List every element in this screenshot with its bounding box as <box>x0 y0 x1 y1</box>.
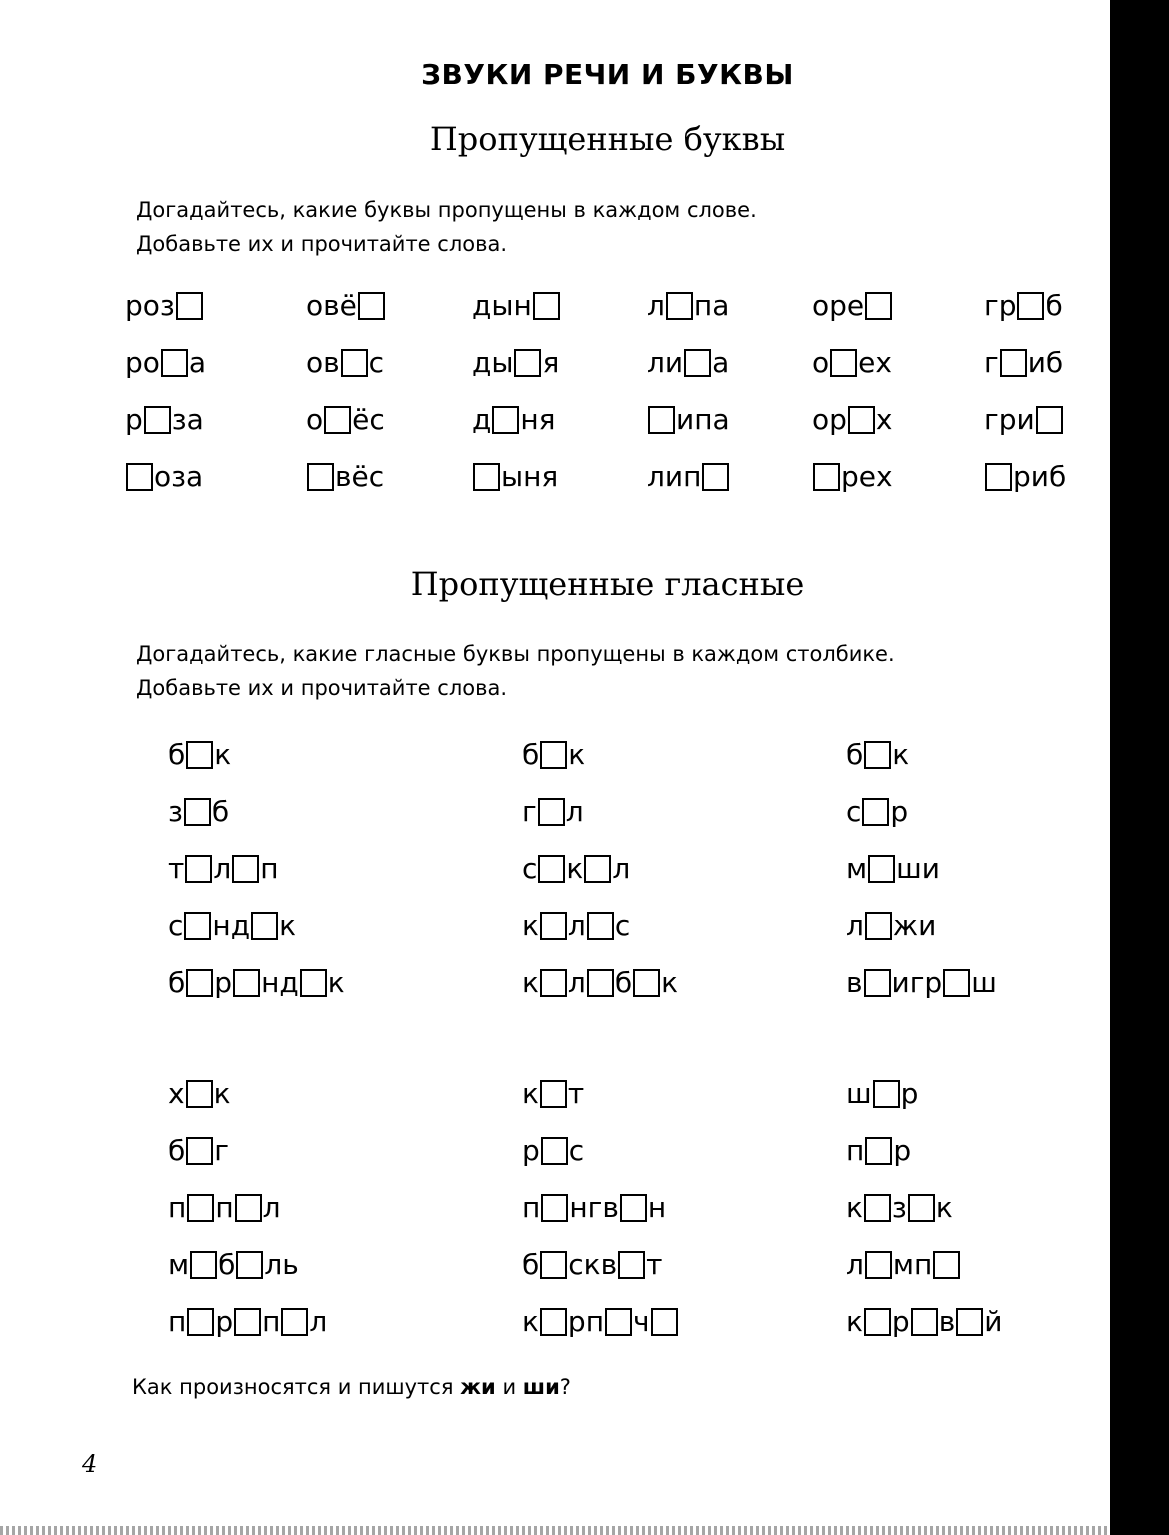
word-letters: б <box>218 1248 236 1281</box>
word-letters: г <box>214 1134 229 1167</box>
word-letters: к <box>327 966 345 999</box>
blank-letter-box[interactable] <box>233 969 260 997</box>
word-letters: ч <box>633 1305 650 1338</box>
instruction-1 <box>136 193 757 261</box>
blank-letter-box[interactable] <box>666 292 693 320</box>
word-letters: лип <box>647 460 702 493</box>
word-letters: па <box>693 289 730 322</box>
word-letters: нгв <box>569 1191 619 1224</box>
word-s1-c2-r4 <box>306 460 384 494</box>
word-s2-g2-c2-r4 <box>522 1248 662 1282</box>
word-letters: к <box>213 1077 231 1110</box>
word-letters: б <box>614 966 633 999</box>
word-letters: ор <box>812 403 847 436</box>
word-letters: роз <box>125 289 175 322</box>
word-letters: мп <box>892 1248 933 1281</box>
word-letters: ш <box>846 1077 872 1110</box>
word-letters: ыня <box>501 460 559 493</box>
word-letters: к <box>892 738 910 771</box>
blank-letter-box[interactable] <box>864 741 891 769</box>
word-letters: ёс <box>352 403 385 436</box>
blank-letter-box[interactable] <box>538 855 565 883</box>
blank-letter-box[interactable] <box>865 912 892 940</box>
word-letters: жи <box>892 909 937 942</box>
blank-letter-box[interactable] <box>187 1194 214 1222</box>
blank-letter-box[interactable] <box>358 292 385 320</box>
blank-letter-box[interactable] <box>908 1194 935 1222</box>
word-s2-g2-c1-r1 <box>168 1077 231 1111</box>
word-letters: л <box>567 909 586 942</box>
word-s1-c5-r4 <box>812 460 893 494</box>
blank-letter-box[interactable] <box>281 1308 308 1336</box>
word-s2-g1-c1-r5 <box>168 966 345 1000</box>
word-s2-g2-c2-r2 <box>522 1134 584 1168</box>
blank-letter-box[interactable] <box>514 349 541 377</box>
word-s2-g2-c3-r4 <box>846 1248 961 1282</box>
word-letters: к <box>522 909 539 942</box>
word-letters: р <box>890 795 909 828</box>
word-letters: т <box>168 852 185 885</box>
word-s1-c3-r3 <box>472 403 556 437</box>
word-letters: ль <box>264 1248 299 1281</box>
word-s2-g1-c1-r2 <box>168 795 229 829</box>
blank-letter-box[interactable] <box>190 1251 217 1279</box>
word-letters: ро <box>125 346 160 379</box>
blank-letter-box[interactable] <box>540 1251 567 1279</box>
word-letters: с <box>168 909 184 942</box>
word-s2-g1-c2-r2 <box>522 795 584 829</box>
word-letters: к <box>522 1077 539 1110</box>
word-letters: р <box>522 1134 540 1167</box>
word-letters: дын <box>472 289 532 322</box>
word-s2-g1-c3-r1 <box>846 738 909 772</box>
blank-letter-box[interactable] <box>538 798 565 826</box>
word-letters: з <box>168 795 183 828</box>
word-letters: л <box>647 289 665 322</box>
blank-letter-box[interactable] <box>618 1251 645 1279</box>
word-letters: б <box>168 1134 186 1167</box>
blank-letter-box[interactable] <box>830 349 857 377</box>
blank-letter-box[interactable] <box>865 292 892 320</box>
blank-letter-box[interactable] <box>865 1137 892 1165</box>
word-s2-g1-c1-r1 <box>168 738 231 772</box>
instruction-2-line-1: Догадайтесь, какие гласные буквы пропущены в каждом столбике. <box>136 642 895 666</box>
word-letters: ши <box>896 852 940 885</box>
word-letters: ня <box>520 403 556 436</box>
word-s2-g1-c2-r4 <box>522 909 630 943</box>
word-s2-g1-c1-r3 <box>168 852 279 886</box>
word-letters: с <box>846 795 862 828</box>
word-letters: т <box>567 1077 585 1110</box>
word-letters: б <box>522 1248 540 1281</box>
word-letters: к <box>935 1191 953 1224</box>
word-s1-c4-r3 <box>647 403 730 437</box>
blank-letter-box[interactable] <box>185 855 212 883</box>
question-suffix: ? <box>559 1375 571 1399</box>
word-s1-c6-r1 <box>984 289 1063 323</box>
section-title-missing-letters: Пропущенные буквы <box>429 120 786 158</box>
word-s2-g1-c3-r5 <box>846 966 997 1000</box>
word-s2-g2-c3-r1 <box>846 1077 918 1111</box>
page-number: 4 <box>82 1450 98 1478</box>
question-term-zhi: жи <box>460 1375 496 1399</box>
word-letters: г <box>984 346 999 379</box>
question-term-shi: ши <box>522 1375 560 1399</box>
blank-letter-box[interactable] <box>865 1251 892 1279</box>
word-letters: к <box>661 966 679 999</box>
word-letters: ды <box>472 346 514 379</box>
word-letters: риб <box>1013 460 1067 493</box>
blank-letter-box[interactable] <box>584 855 611 883</box>
blank-letter-box[interactable] <box>300 969 327 997</box>
word-letters: к <box>566 852 584 885</box>
blank-letter-box[interactable] <box>540 969 567 997</box>
word-letters: оре <box>812 289 865 322</box>
blank-letter-box[interactable] <box>184 798 211 826</box>
blank-letter-box[interactable] <box>702 463 729 491</box>
word-s2-g2-c1-r5 <box>168 1305 327 1339</box>
word-s2-g2-c3-r5 <box>846 1305 1002 1339</box>
blank-letter-box[interactable] <box>540 1308 567 1336</box>
word-s1-c3-r4 <box>472 460 558 494</box>
word-letters: к <box>214 738 232 771</box>
blank-letter-box[interactable] <box>813 463 840 491</box>
blank-letter-box[interactable] <box>911 1308 938 1336</box>
blank-letter-box[interactable] <box>1017 292 1044 320</box>
word-s2-g2-c3-r3 <box>846 1191 953 1225</box>
word-s2-g2-c1-r4 <box>168 1248 299 1282</box>
blank-letter-box[interactable] <box>186 741 213 769</box>
word-letters: л <box>262 1191 281 1224</box>
word-letters: к <box>846 1191 863 1224</box>
word-s1-c5-r2 <box>812 346 892 380</box>
chapter-heading: ЗВУКИ РЕЧИ И БУКВЫ <box>421 58 794 91</box>
word-s1-c2-r2 <box>306 346 384 380</box>
word-letters: ов <box>306 346 340 379</box>
instruction-1-line-2: Добавьте их и прочитайте слова. <box>136 232 508 256</box>
blank-letter-box[interactable] <box>307 463 334 491</box>
word-letters: п <box>168 1305 187 1338</box>
word-s1-c6-r4 <box>984 460 1066 494</box>
word-s1-c6-r2 <box>984 346 1063 380</box>
word-s2-g1-c3-r3 <box>846 852 940 886</box>
blank-letter-box[interactable] <box>541 1137 568 1165</box>
word-s1-c3-r1 <box>472 289 561 323</box>
question-middle: и <box>495 1375 523 1399</box>
word-letters: м <box>846 852 868 885</box>
word-letters: п <box>215 1191 234 1224</box>
word-letters: с <box>522 852 538 885</box>
word-letters: х <box>875 403 893 436</box>
word-letters: овё <box>306 289 357 322</box>
word-letters: в <box>846 966 863 999</box>
word-letters: л <box>213 852 232 885</box>
word-letters: игр <box>891 966 943 999</box>
blank-letter-box[interactable] <box>540 1080 567 1108</box>
section-title-missing-vowels: Пропущенные гласные <box>410 565 805 603</box>
word-letters: л <box>565 795 584 828</box>
word-letters: р <box>900 1077 919 1110</box>
word-letters: п <box>522 1191 541 1224</box>
word-letters: б <box>168 966 186 999</box>
word-letters: б <box>522 738 540 771</box>
word-s1-c5-r1 <box>812 289 893 323</box>
word-letters: оза <box>154 460 204 493</box>
word-s2-g2-c2-r5 <box>522 1305 679 1339</box>
blank-letter-box[interactable] <box>492 406 519 434</box>
blank-letter-box[interactable] <box>234 1308 261 1336</box>
blank-letter-box[interactable] <box>341 349 368 377</box>
word-letters: иб <box>1027 346 1064 379</box>
word-letters: к <box>522 1305 539 1338</box>
blank-letter-box[interactable] <box>126 463 153 491</box>
word-letters: к <box>846 1305 863 1338</box>
word-letters: л <box>846 909 864 942</box>
blank-letter-box[interactable] <box>956 1308 983 1336</box>
instruction-2 <box>136 637 895 705</box>
word-letters: п <box>168 1191 187 1224</box>
word-letters: з <box>891 1191 907 1224</box>
instruction-1-line-1: Догадайтесь, какие буквы пропущены в каждом слове. <box>136 198 757 222</box>
blank-letter-box[interactable] <box>541 1194 568 1222</box>
word-letters: нд <box>212 909 251 942</box>
word-letters: п <box>260 852 279 885</box>
word-letters: т <box>646 1248 663 1281</box>
word-letters: р <box>893 1134 912 1167</box>
word-letters: в <box>938 1305 956 1338</box>
word-letters: п <box>262 1305 281 1338</box>
word-s2-g2-c2-r1 <box>522 1077 584 1111</box>
blank-letter-box[interactable] <box>864 1194 891 1222</box>
word-letters: с <box>568 1134 585 1167</box>
blank-letter-box[interactable] <box>144 406 171 434</box>
word-letters: нд <box>261 966 299 999</box>
blank-letter-box[interactable] <box>873 1080 900 1108</box>
word-letters: р <box>125 403 143 436</box>
word-s2-g1-c2-r5 <box>522 966 678 1000</box>
word-s1-c1-r3 <box>125 403 204 437</box>
word-letters: н <box>647 1191 667 1224</box>
blank-letter-box[interactable] <box>587 912 614 940</box>
word-letters: р <box>215 1305 234 1338</box>
blank-letter-box[interactable] <box>473 463 500 491</box>
word-letters: л <box>612 852 631 885</box>
blank-letter-box[interactable] <box>862 798 889 826</box>
blank-letter-box[interactable] <box>605 1308 632 1336</box>
blank-letter-box[interactable] <box>651 1308 678 1336</box>
blank-letter-box[interactable] <box>186 969 213 997</box>
blank-letter-box[interactable] <box>533 292 560 320</box>
word-s1-c4-r1 <box>647 289 729 323</box>
blank-letter-box[interactable] <box>864 969 891 997</box>
word-letters: д <box>472 403 492 436</box>
word-s1-c3-r2 <box>472 346 559 380</box>
word-letters: ли <box>647 346 684 379</box>
word-letters: л <box>567 966 586 999</box>
word-letters: к <box>568 738 586 771</box>
blank-letter-box[interactable] <box>324 406 351 434</box>
word-letters: с <box>368 346 385 379</box>
blank-letter-box[interactable] <box>587 969 614 997</box>
word-s2-g2-c2-r3 <box>522 1191 666 1225</box>
word-letters: ех <box>858 346 892 379</box>
word-s1-c1-r4 <box>125 460 203 494</box>
question-prefix: Как произносятся и пишутся <box>132 1375 461 1399</box>
blank-letter-box[interactable] <box>236 1251 263 1279</box>
word-letters: о <box>812 346 830 379</box>
instruction-2-line-2: Добавьте их и прочитайте слова. <box>136 676 508 700</box>
word-letters: г <box>522 795 537 828</box>
word-s1-c5-r3 <box>812 403 892 437</box>
word-letters: к <box>522 966 539 999</box>
word-s2-g1-c2-r3 <box>522 852 630 886</box>
word-s2-g2-c1-r3 <box>168 1191 281 1225</box>
word-letters: ипа <box>676 403 730 436</box>
word-s2-g2-c3-r2 <box>846 1134 911 1168</box>
word-letters: скв <box>568 1248 618 1281</box>
blank-letter-box[interactable] <box>868 855 895 883</box>
word-s2-g1-c3-r4 <box>846 909 936 943</box>
word-letters: ш <box>971 966 997 999</box>
word-s1-c4-r4 <box>647 460 730 494</box>
word-letters: я <box>542 346 560 379</box>
word-letters: за <box>171 403 204 436</box>
blank-letter-box[interactable] <box>943 969 970 997</box>
blank-letter-box[interactable] <box>176 292 203 320</box>
word-s2-g1-c1-r4 <box>168 909 296 943</box>
blank-letter-box[interactable] <box>161 349 188 377</box>
word-s2-g1-c3-r2 <box>846 795 908 829</box>
blank-letter-box[interactable] <box>864 1308 891 1336</box>
blank-letter-box[interactable] <box>540 741 567 769</box>
blank-letter-box[interactable] <box>985 463 1012 491</box>
word-letters: б <box>846 738 864 771</box>
word-letters: м <box>168 1248 190 1281</box>
word-letters: р <box>214 966 233 999</box>
blank-letter-box[interactable] <box>186 1137 213 1165</box>
blank-letter-box[interactable] <box>540 912 567 940</box>
word-letters: х <box>168 1077 185 1110</box>
word-letters: б <box>1045 289 1063 322</box>
word-letters: вёс <box>335 460 385 493</box>
word-letters: с <box>614 909 631 942</box>
word-letters: а <box>712 346 730 379</box>
blank-letter-box[interactable] <box>251 912 278 940</box>
blank-letter-box[interactable] <box>187 1308 214 1336</box>
word-letters: й <box>984 1305 1003 1338</box>
blank-letter-box[interactable] <box>620 1194 647 1222</box>
blank-letter-box[interactable] <box>184 912 211 940</box>
word-s1-c4-r2 <box>647 346 729 380</box>
word-s1-c1-r1 <box>125 289 204 323</box>
word-letters: гри <box>984 403 1035 436</box>
blank-letter-box[interactable] <box>684 349 711 377</box>
word-letters: б <box>211 795 230 828</box>
word-s1-c6-r3 <box>984 403 1064 437</box>
word-letters: рп <box>567 1305 605 1338</box>
word-s2-g1-c2-r1 <box>522 738 585 772</box>
blank-letter-box[interactable] <box>648 406 675 434</box>
word-letters: о <box>306 403 324 436</box>
scan-edge <box>1110 0 1169 1535</box>
word-letters: гр <box>984 289 1017 322</box>
word-letters: к <box>279 909 296 942</box>
blank-letter-box[interactable] <box>232 855 259 883</box>
word-letters: л <box>309 1305 328 1338</box>
word-letters: б <box>168 738 186 771</box>
blank-letter-box[interactable] <box>1000 349 1027 377</box>
blank-letter-box[interactable] <box>633 969 660 997</box>
word-s1-c2-r1 <box>306 289 386 323</box>
question <box>132 1375 571 1399</box>
blank-letter-box[interactable] <box>848 406 875 434</box>
word-letters: л <box>846 1248 864 1281</box>
scan-edge-bottom <box>0 1526 1110 1535</box>
blank-letter-box[interactable] <box>933 1251 960 1279</box>
word-letters: р <box>891 1305 910 1338</box>
word-s2-g2-c1-r2 <box>168 1134 229 1168</box>
word-s1-c2-r3 <box>306 403 385 437</box>
word-s1-c1-r2 <box>125 346 206 380</box>
blank-letter-box[interactable] <box>186 1080 213 1108</box>
word-letters: рех <box>841 460 893 493</box>
blank-letter-box[interactable] <box>1036 406 1063 434</box>
word-letters: п <box>846 1134 865 1167</box>
blank-letter-box[interactable] <box>235 1194 262 1222</box>
word-letters: а <box>188 346 207 379</box>
